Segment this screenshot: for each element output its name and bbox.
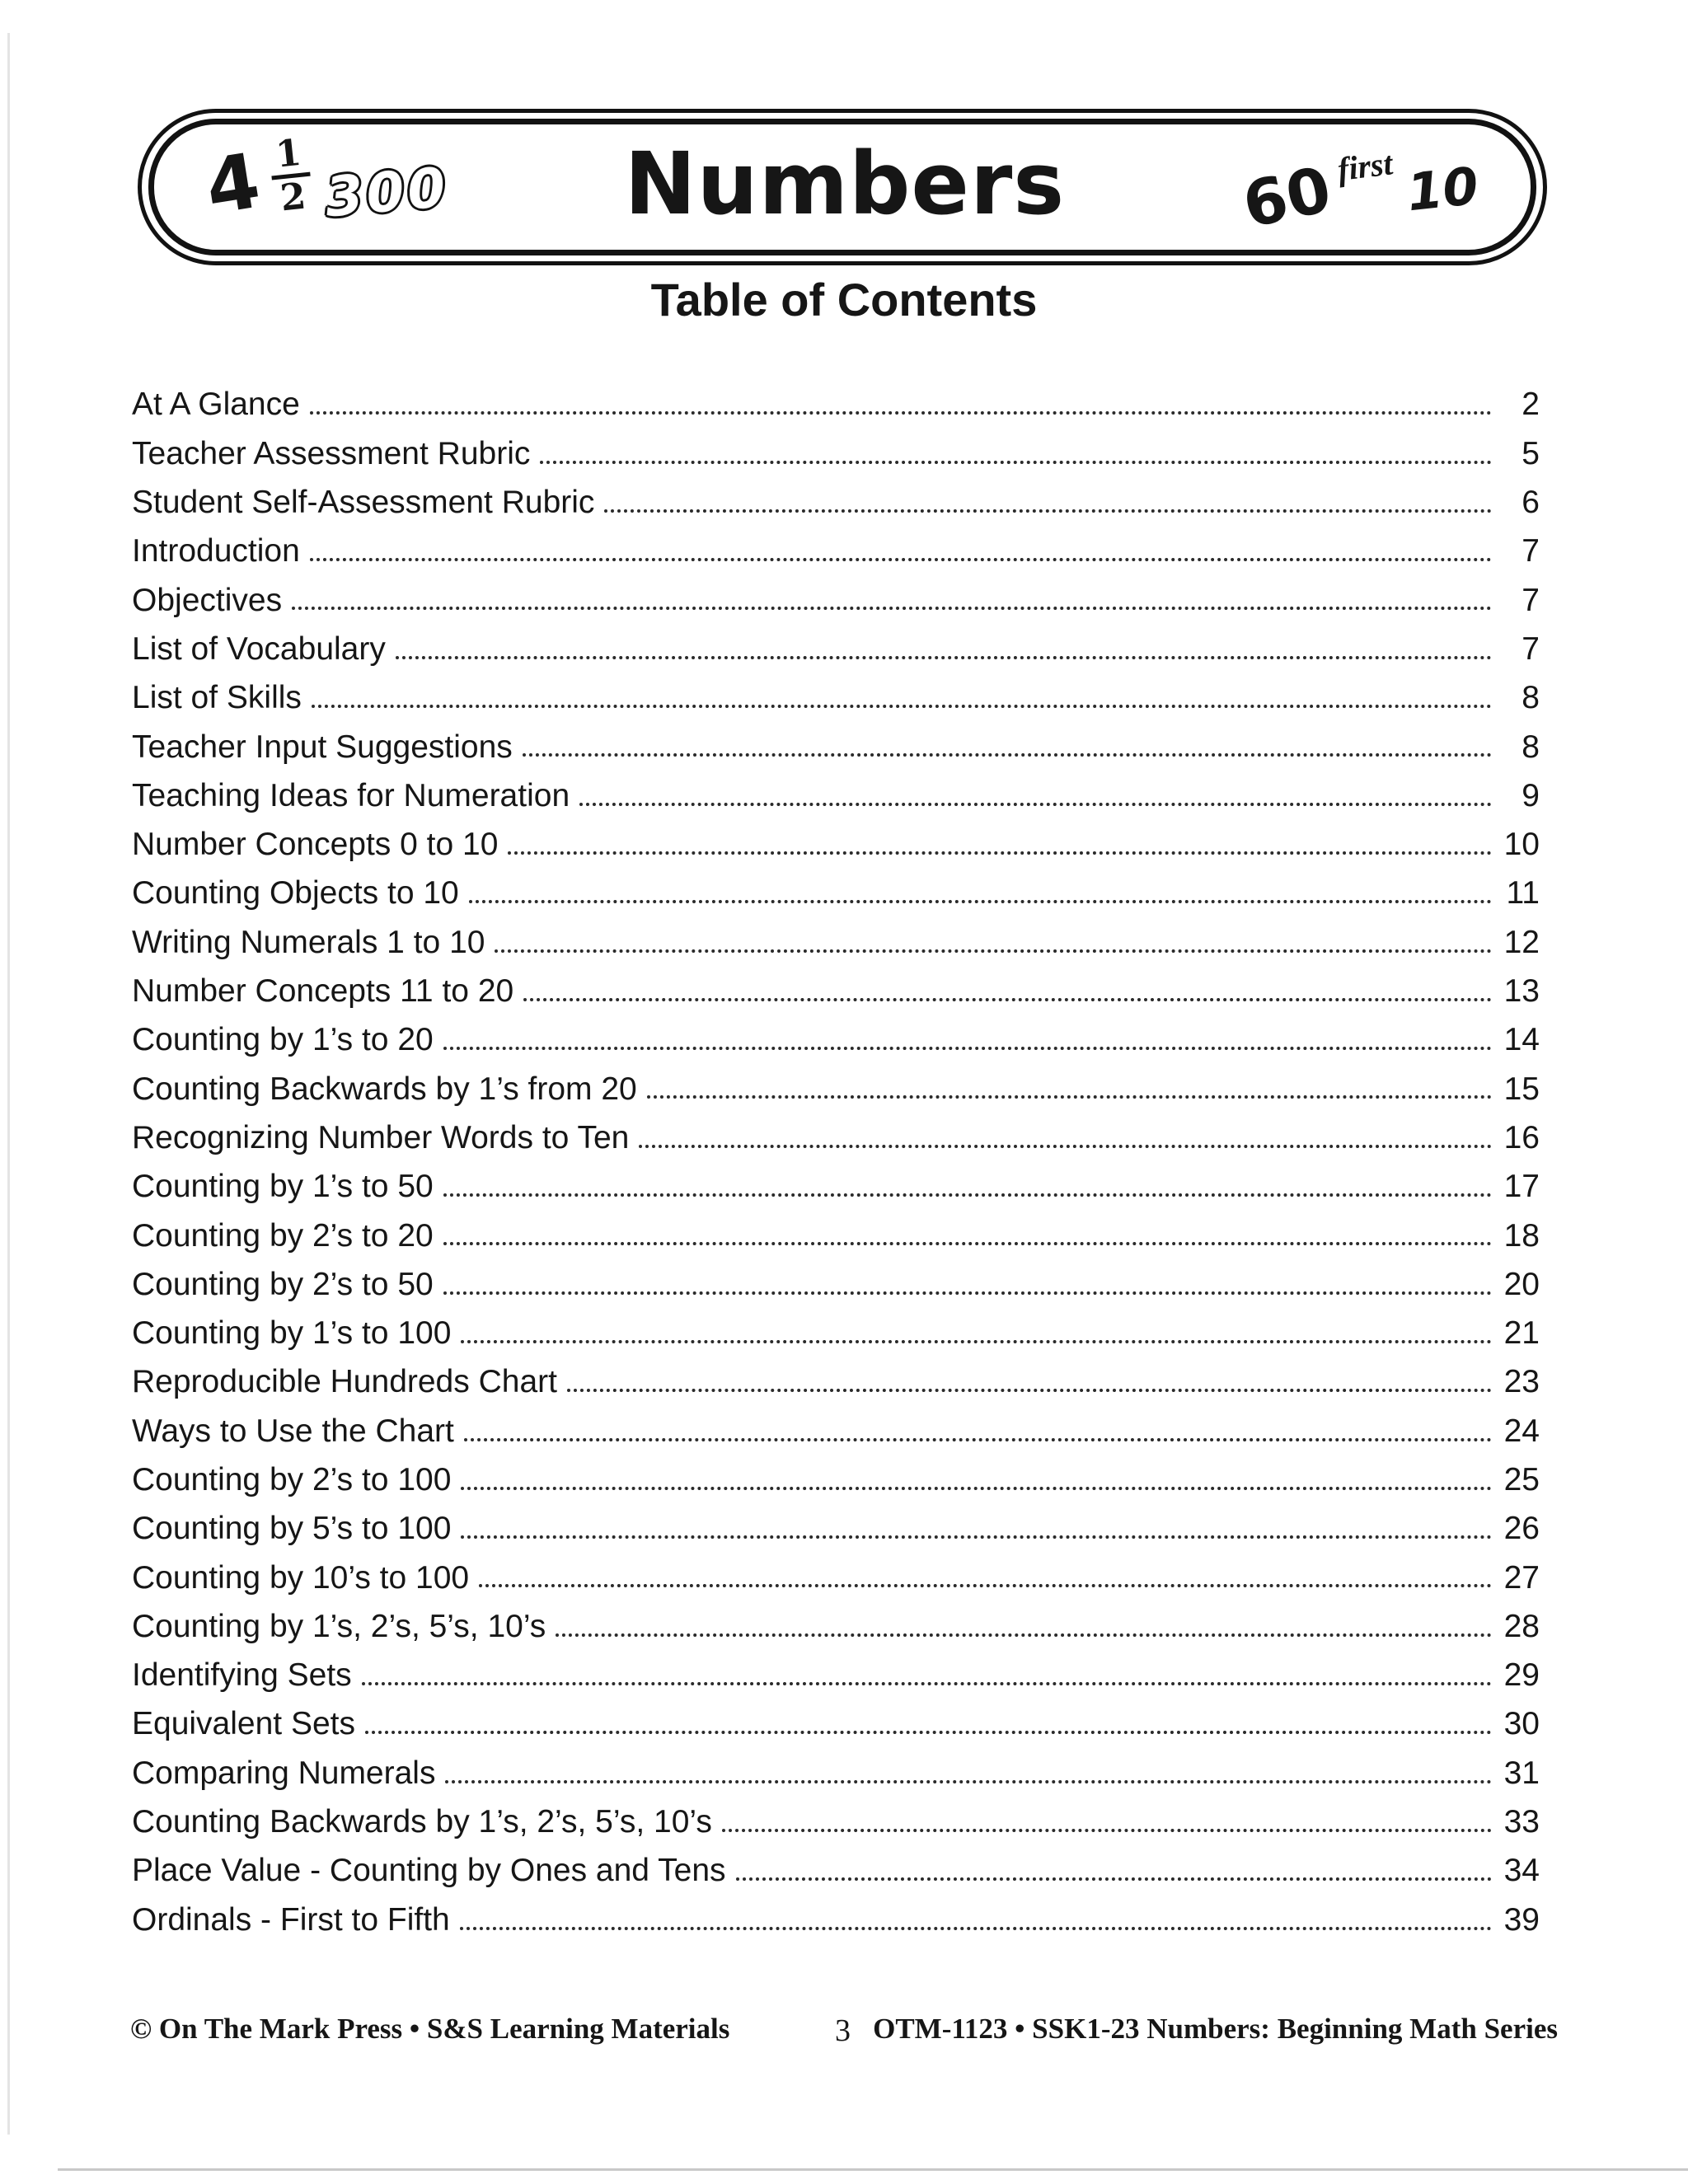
toc-row	[132, 1352, 1540, 1401]
toc-dot-leader	[312, 705, 1492, 708]
toc-page-number: 34	[1503, 1853, 1540, 1889]
toc-page-number: 29	[1503, 1657, 1540, 1694]
toc-row	[132, 1108, 1540, 1156]
toc-page-number: 11	[1506, 875, 1540, 912]
decor-fraction-one-half	[268, 131, 315, 219]
toc-row	[132, 1304, 1540, 1352]
toc-page-number: 27	[1503, 1559, 1540, 1596]
toc-entry-title: List of Vocabulary	[132, 630, 386, 667]
toc-page-number: 30	[1503, 1706, 1540, 1742]
toc-row	[132, 1254, 1540, 1303]
toc-page-number: 7	[1522, 582, 1540, 618]
toc-row	[132, 1596, 1540, 1645]
toc-page-number: 9	[1522, 777, 1540, 813]
toc-row	[132, 1157, 1540, 1206]
toc-dot-leader	[604, 509, 1492, 513]
toc-page-number: 8	[1522, 729, 1540, 765]
toc-entry-title: Counting by 5’s to 100	[132, 1511, 452, 1547]
toc-dot-leader	[362, 1682, 1492, 1685]
toc-entry-title: Counting by 1’s to 50	[132, 1169, 434, 1205]
toc-dot-leader	[556, 1633, 1492, 1637]
toc-row	[132, 1694, 1540, 1743]
toc-row	[132, 1059, 1540, 1108]
toc-dot-leader	[736, 1877, 1492, 1881]
toc-row	[132, 1548, 1540, 1596]
toc-page-number: 5	[1522, 435, 1540, 471]
toc-entry-title: Identifying Sets	[132, 1657, 352, 1694]
toc-entry-title: Counting by 2’s to 100	[132, 1461, 452, 1497]
toc-entry-title: Teaching Ideas for Numeration	[132, 777, 570, 813]
toc-entry-title: At A Glance	[132, 387, 300, 423]
toc-row	[132, 1010, 1540, 1059]
toc-entry-title: Counting by 2’s to 50	[132, 1266, 434, 1302]
toc-entry-title: Ordinals - First to Fifth	[132, 1901, 450, 1938]
toc-dot-leader	[461, 1535, 1492, 1539]
toc-row	[132, 473, 1540, 522]
toc-row	[132, 522, 1540, 570]
title-banner	[138, 109, 1547, 265]
toc-row	[132, 717, 1540, 766]
toc-row	[132, 815, 1540, 864]
toc-dot-leader	[647, 1095, 1492, 1099]
toc-entry-title: Counting Backwards by 1’s, 2’s, 5’s, 10’s	[132, 1804, 712, 1840]
toc-dot-leader	[310, 558, 1492, 561]
toc-entry-title: Recognizing Number Words to Ten	[132, 1119, 630, 1155]
toc-dot-leader	[495, 949, 1492, 953]
toc-dot-leader	[567, 1389, 1492, 1392]
toc-page-number: 24	[1503, 1413, 1540, 1449]
toc-entry-title: Ways to Use the Chart	[132, 1413, 454, 1449]
toc-row	[132, 570, 1540, 619]
footer-page-number: 3	[834, 2013, 851, 2048]
toc-page-number: 6	[1522, 485, 1540, 521]
decor-number-10: 10	[1404, 155, 1481, 223]
toc-row	[132, 1646, 1540, 1694]
toc-row	[132, 1890, 1540, 1938]
table-of-contents	[132, 375, 1540, 1939]
toc-dot-leader	[540, 461, 1492, 464]
toc-dot-leader	[523, 998, 1492, 1001]
toc-page-number: 16	[1503, 1119, 1540, 1155]
toc-dot-leader	[460, 1927, 1492, 1930]
toc-entry-title: List of Skills	[132, 680, 302, 716]
toc-row	[132, 1841, 1540, 1890]
toc-row	[132, 1206, 1540, 1254]
toc-row	[132, 912, 1540, 961]
toc-row	[132, 1743, 1540, 1792]
toc-dot-leader	[469, 900, 1492, 903]
toc-dot-leader	[365, 1731, 1492, 1734]
toc-page-number: 2	[1522, 387, 1540, 423]
title-banner-inner	[148, 119, 1536, 255]
decor-number-four: 4	[199, 136, 266, 232]
toc-entry-title: Number Concepts 11 to 20	[132, 973, 514, 1010]
decor-word-first: first	[1335, 143, 1395, 188]
toc-page-number: 20	[1503, 1266, 1540, 1302]
toc-dot-leader	[443, 1242, 1492, 1245]
footer-publisher: © On The Mark Press • S&S Learning Materials	[130, 2013, 730, 2045]
toc-page-number: 13	[1503, 973, 1540, 1010]
toc-page-number: 8	[1522, 680, 1540, 716]
toc-dot-leader	[464, 1438, 1492, 1441]
toc-entry-title: Number Concepts 0 to 10	[132, 827, 499, 863]
toc-row	[132, 375, 1540, 424]
toc-dot-leader	[443, 1193, 1492, 1197]
toc-dot-leader	[579, 803, 1492, 806]
toc-entry-title: Counting by 2’s to 20	[132, 1217, 434, 1254]
toc-page-number: 39	[1503, 1901, 1540, 1938]
scan-artifact-bottom-line	[58, 2168, 1688, 2171]
toc-row	[132, 766, 1540, 814]
decor-fraction-denominator: 2	[278, 174, 308, 219]
toc-entry-title: Teacher Input Suggestions	[132, 729, 513, 765]
toc-row	[132, 424, 1540, 472]
decor-number-300: 300	[322, 155, 452, 229]
toc-dot-leader	[396, 656, 1492, 659]
toc-entry-title: Counting Backwards by 1’s from 20	[132, 1071, 637, 1107]
toc-dot-leader	[508, 851, 1492, 855]
toc-page-number: 15	[1503, 1071, 1540, 1107]
toc-dot-leader	[310, 411, 1492, 415]
toc-entry-title: Counting Objects to 10	[132, 875, 459, 912]
toc-page-number: 14	[1503, 1022, 1540, 1058]
banner-decor-right	[1236, 143, 1481, 242]
toc-entry-title: Place Value - Counting by Ones and Tens	[132, 1853, 726, 1889]
toc-page-number: 10	[1503, 827, 1540, 863]
toc-entry-title: Reproducible Hundreds Chart	[132, 1364, 557, 1400]
toc-dot-leader	[639, 1145, 1492, 1148]
decor-number-60: 60	[1236, 152, 1338, 242]
book-title: Numbers	[624, 134, 1066, 234]
page-title: Table of Contents	[650, 274, 1038, 326]
toc-page-number: 33	[1503, 1804, 1540, 1840]
toc-row	[132, 668, 1540, 717]
toc-dot-leader	[292, 607, 1492, 610]
toc-page-number: 26	[1503, 1511, 1540, 1547]
toc-page-number: 7	[1522, 630, 1540, 667]
toc-page-number: 7	[1522, 533, 1540, 569]
toc-row	[132, 1401, 1540, 1450]
toc-page-number: 23	[1503, 1364, 1540, 1400]
toc-page-number: 28	[1503, 1608, 1540, 1644]
page-footer	[130, 2013, 1558, 2046]
toc-dot-leader	[479, 1584, 1492, 1587]
toc-entry-title: Objectives	[132, 582, 283, 618]
toc-row	[132, 1451, 1540, 1499]
toc-dot-leader	[461, 1487, 1492, 1490]
toc-row	[132, 864, 1540, 912]
toc-entry-title: Counting by 1’s to 100	[132, 1315, 452, 1352]
toc-row	[132, 1499, 1540, 1548]
toc-row	[132, 1793, 1540, 1841]
toc-page-number: 25	[1503, 1461, 1540, 1497]
toc-dot-leader	[523, 753, 1492, 757]
toc-dot-leader	[461, 1340, 1492, 1343]
toc-entry-title: Student Self-Assessment Rubric	[132, 485, 595, 521]
toc-entry-title: Equivalent Sets	[132, 1706, 356, 1742]
toc-page-number: 17	[1503, 1169, 1540, 1205]
toc-dot-leader	[443, 1047, 1492, 1050]
toc-dot-leader	[722, 1829, 1492, 1832]
footer-series-code: OTM-1123 • SSK1-23 Numbers: Beginning Math Series	[873, 2013, 1558, 2045]
toc-entry-title: Introduction	[132, 533, 300, 569]
scan-artifact-left-edge	[7, 33, 10, 2135]
decor-fraction-numerator: 1	[268, 134, 311, 180]
toc-page-number: 12	[1503, 924, 1540, 960]
toc-entry-title: Counting by 1’s, 2’s, 5’s, 10’s	[132, 1608, 546, 1644]
banner-decor-left	[199, 131, 452, 232]
toc-dot-leader	[445, 1780, 1492, 1783]
toc-entry-title: Comparing Numerals	[132, 1755, 436, 1791]
toc-page-number: 18	[1503, 1217, 1540, 1254]
toc-row	[132, 962, 1540, 1010]
toc-entry-title: Teacher Assessment Rubric	[132, 435, 531, 471]
toc-page-number: 31	[1503, 1755, 1540, 1791]
toc-entry-title: Writing Numerals 1 to 10	[132, 924, 485, 960]
toc-row	[132, 619, 1540, 668]
toc-page-number: 21	[1503, 1315, 1540, 1352]
toc-dot-leader	[443, 1291, 1492, 1295]
toc-entry-title: Counting by 10’s to 100	[132, 1559, 470, 1596]
toc-entry-title: Counting by 1’s to 20	[132, 1022, 434, 1058]
